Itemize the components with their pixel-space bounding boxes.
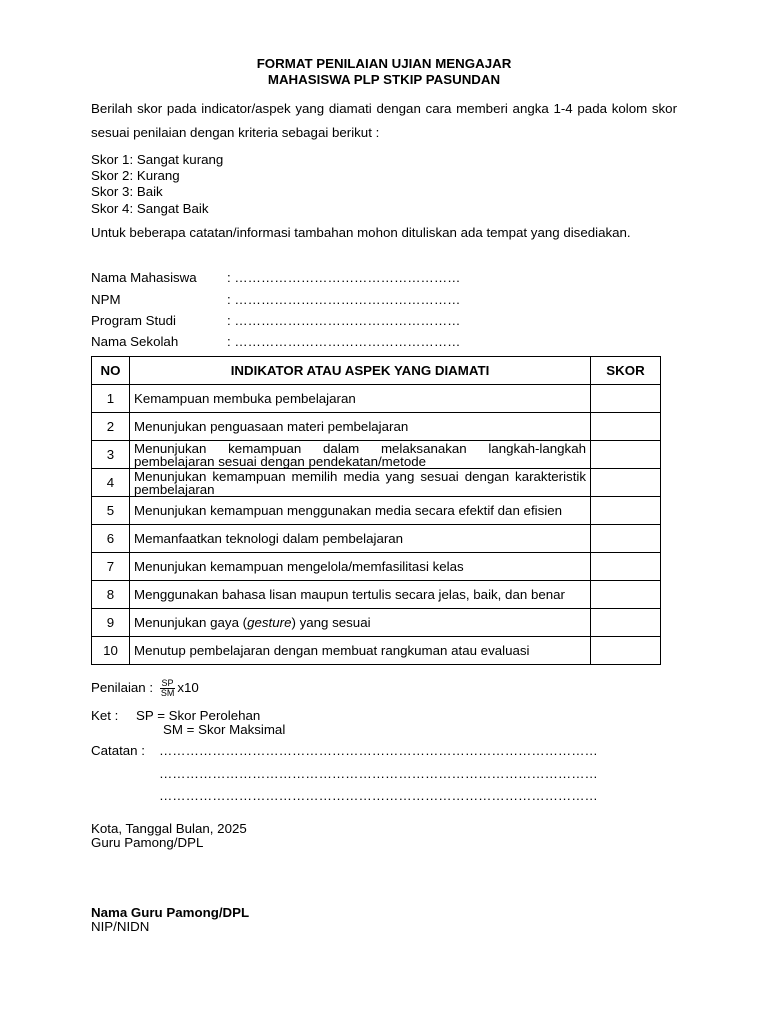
- score-criteria-4: [91, 201, 209, 217]
- penilaian-formula: [91, 679, 199, 698]
- field-value[interactable]: : ……………………………………………: [227, 270, 461, 285]
- assessment-table: [91, 356, 661, 665]
- score-criteria-2: [91, 168, 180, 184]
- row-indicator: Menunjukan kemampuan memilih media yang sesuai dengan karakteristik pembelajaran: [130, 469, 591, 497]
- score-criteria-1: [91, 152, 223, 168]
- row-number: 1: [92, 385, 130, 413]
- catatan-label: Catatan :: [91, 743, 145, 758]
- row-score-cell[interactable]: [591, 469, 661, 497]
- header-no: NO: [92, 357, 130, 385]
- table-row: [92, 413, 661, 441]
- row-score-cell[interactable]: [591, 553, 661, 581]
- penilaian-label: Penilaian :: [91, 680, 154, 696]
- score-desc: : Sangat Baik: [129, 201, 209, 216]
- note-paragraph: Untuk beberapa catatan/informasi tambahan mohon dituliskan ada tempat yang disediakan.: [91, 225, 631, 240]
- catatan-line-2[interactable]: ………………………………………………………………………………………: [159, 766, 598, 781]
- ket-label: Ket :: [91, 708, 119, 723]
- score-label: Skor 2: [91, 168, 130, 183]
- row-indicator: [130, 609, 591, 637]
- score-label: Skor 1: [91, 152, 130, 167]
- fraction-numerator: SP: [161, 678, 174, 688]
- row-score-cell[interactable]: [591, 385, 661, 413]
- row-number: 2: [92, 413, 130, 441]
- score-label: Skor 3: [91, 184, 130, 199]
- score-criteria-3: [91, 184, 163, 200]
- row-score-cell[interactable]: [591, 441, 661, 469]
- field-label: Program Studi: [91, 313, 176, 328]
- row-indicator: Menunjukan kemampuan menggunakan media secara efektif dan efisien: [130, 497, 591, 525]
- row-score-cell[interactable]: [591, 609, 661, 637]
- instruction-paragraph: Berilah skor pada indicator/aspek yang diamati dengan cara memberi angka 1-4 pada kolom skor sesuai penilaian dengan kriteria sebagai berikut :: [91, 101, 677, 140]
- row-indicator: Kemampuan membuka pembelajaran: [130, 385, 591, 413]
- row-score-cell[interactable]: [591, 497, 661, 525]
- table-row: [92, 637, 661, 665]
- row-number: 4: [92, 469, 130, 497]
- row-score-cell[interactable]: [591, 413, 661, 441]
- row-number: 6: [92, 525, 130, 553]
- score-fraction: [160, 679, 176, 698]
- field-value[interactable]: : ……………………………………………: [227, 313, 461, 328]
- row-indicator: Menutup pembelajaran dengan membuat rangkuman atau evaluasi: [130, 637, 591, 665]
- row-number: 10: [92, 637, 130, 665]
- score-desc: : Kurang: [129, 168, 180, 183]
- table-row: [92, 609, 661, 637]
- field-value[interactable]: : ……………………………………………: [227, 292, 461, 307]
- document-title-line-1: FORMAT PENILAIAN UJIAN MENGAJAR: [256, 56, 512, 71]
- score-desc: : Baik: [129, 184, 163, 199]
- field-value[interactable]: : ……………………………………………: [227, 334, 461, 349]
- field-label: Nama Sekolah: [91, 334, 179, 349]
- signature-role: Guru Pamong/DPL: [91, 835, 204, 850]
- table-row: [92, 385, 661, 413]
- row-indicator: Menunjukan penguasaan materi pembelajaran: [130, 413, 591, 441]
- fraction-denominator: SM: [160, 688, 175, 698]
- table-row: [92, 581, 661, 609]
- table-row: [92, 497, 661, 525]
- ket-line-1: SP = Skor Perolehan: [136, 708, 261, 723]
- row-number: 8: [92, 581, 130, 609]
- header-score: SKOR: [591, 357, 661, 385]
- header-indicator: INDIKATOR ATAU ASPEK YANG DIAMATI: [130, 357, 591, 385]
- table-header-row: [92, 357, 661, 385]
- row-indicator: Menunjukan kemampuan dalam melaksanakan langkah-langkah pembelajaran sesuai dengan pendekatan/metode: [130, 441, 591, 469]
- indicator-emphasis: gesture: [247, 615, 292, 630]
- indicator-text: Menunjukan gaya (: [134, 615, 248, 630]
- table-row: [92, 441, 661, 469]
- catatan-line-3[interactable]: ………………………………………………………………………………………: [159, 788, 598, 803]
- signature-name: Nama Guru Pamong/DPL: [91, 905, 250, 920]
- penilaian-multiplier: x10: [177, 680, 199, 696]
- row-number: 7: [92, 553, 130, 581]
- row-score-cell[interactable]: [591, 525, 661, 553]
- ket-line-2: SM = Skor Maksimal: [163, 722, 286, 737]
- row-number: 3: [92, 441, 130, 469]
- table-row: [92, 469, 661, 497]
- table-row: [92, 553, 661, 581]
- score-desc: : Sangat kurang: [129, 152, 224, 167]
- row-score-cell[interactable]: [591, 581, 661, 609]
- score-label: Skor 4: [91, 201, 130, 216]
- signature-place-date: Kota, Tanggal Bulan, 2025: [91, 821, 247, 836]
- row-indicator: Menggunakan bahasa lisan maupun tertulis secara jelas, baik, dan benar: [130, 581, 591, 609]
- field-label: Nama Mahasiswa: [91, 270, 197, 285]
- row-score-cell[interactable]: [591, 637, 661, 665]
- document-title-line-2: MAHASISWA PLP STKIP PASUNDAN: [267, 72, 501, 87]
- field-label: NPM: [91, 292, 121, 307]
- signature-id: NIP/NIDN: [91, 919, 150, 934]
- row-number: 5: [92, 497, 130, 525]
- table-row: [92, 525, 661, 553]
- row-indicator: Menunjukan kemampuan mengelola/memfasilitasi kelas: [130, 553, 591, 581]
- row-number: 9: [92, 609, 130, 637]
- row-indicator: Memanfaatkan teknologi dalam pembelajaran: [130, 525, 591, 553]
- indicator-text: ) yang sesuai: [291, 615, 371, 630]
- catatan-line-1[interactable]: ………………………………………………………………………………………: [159, 743, 598, 758]
